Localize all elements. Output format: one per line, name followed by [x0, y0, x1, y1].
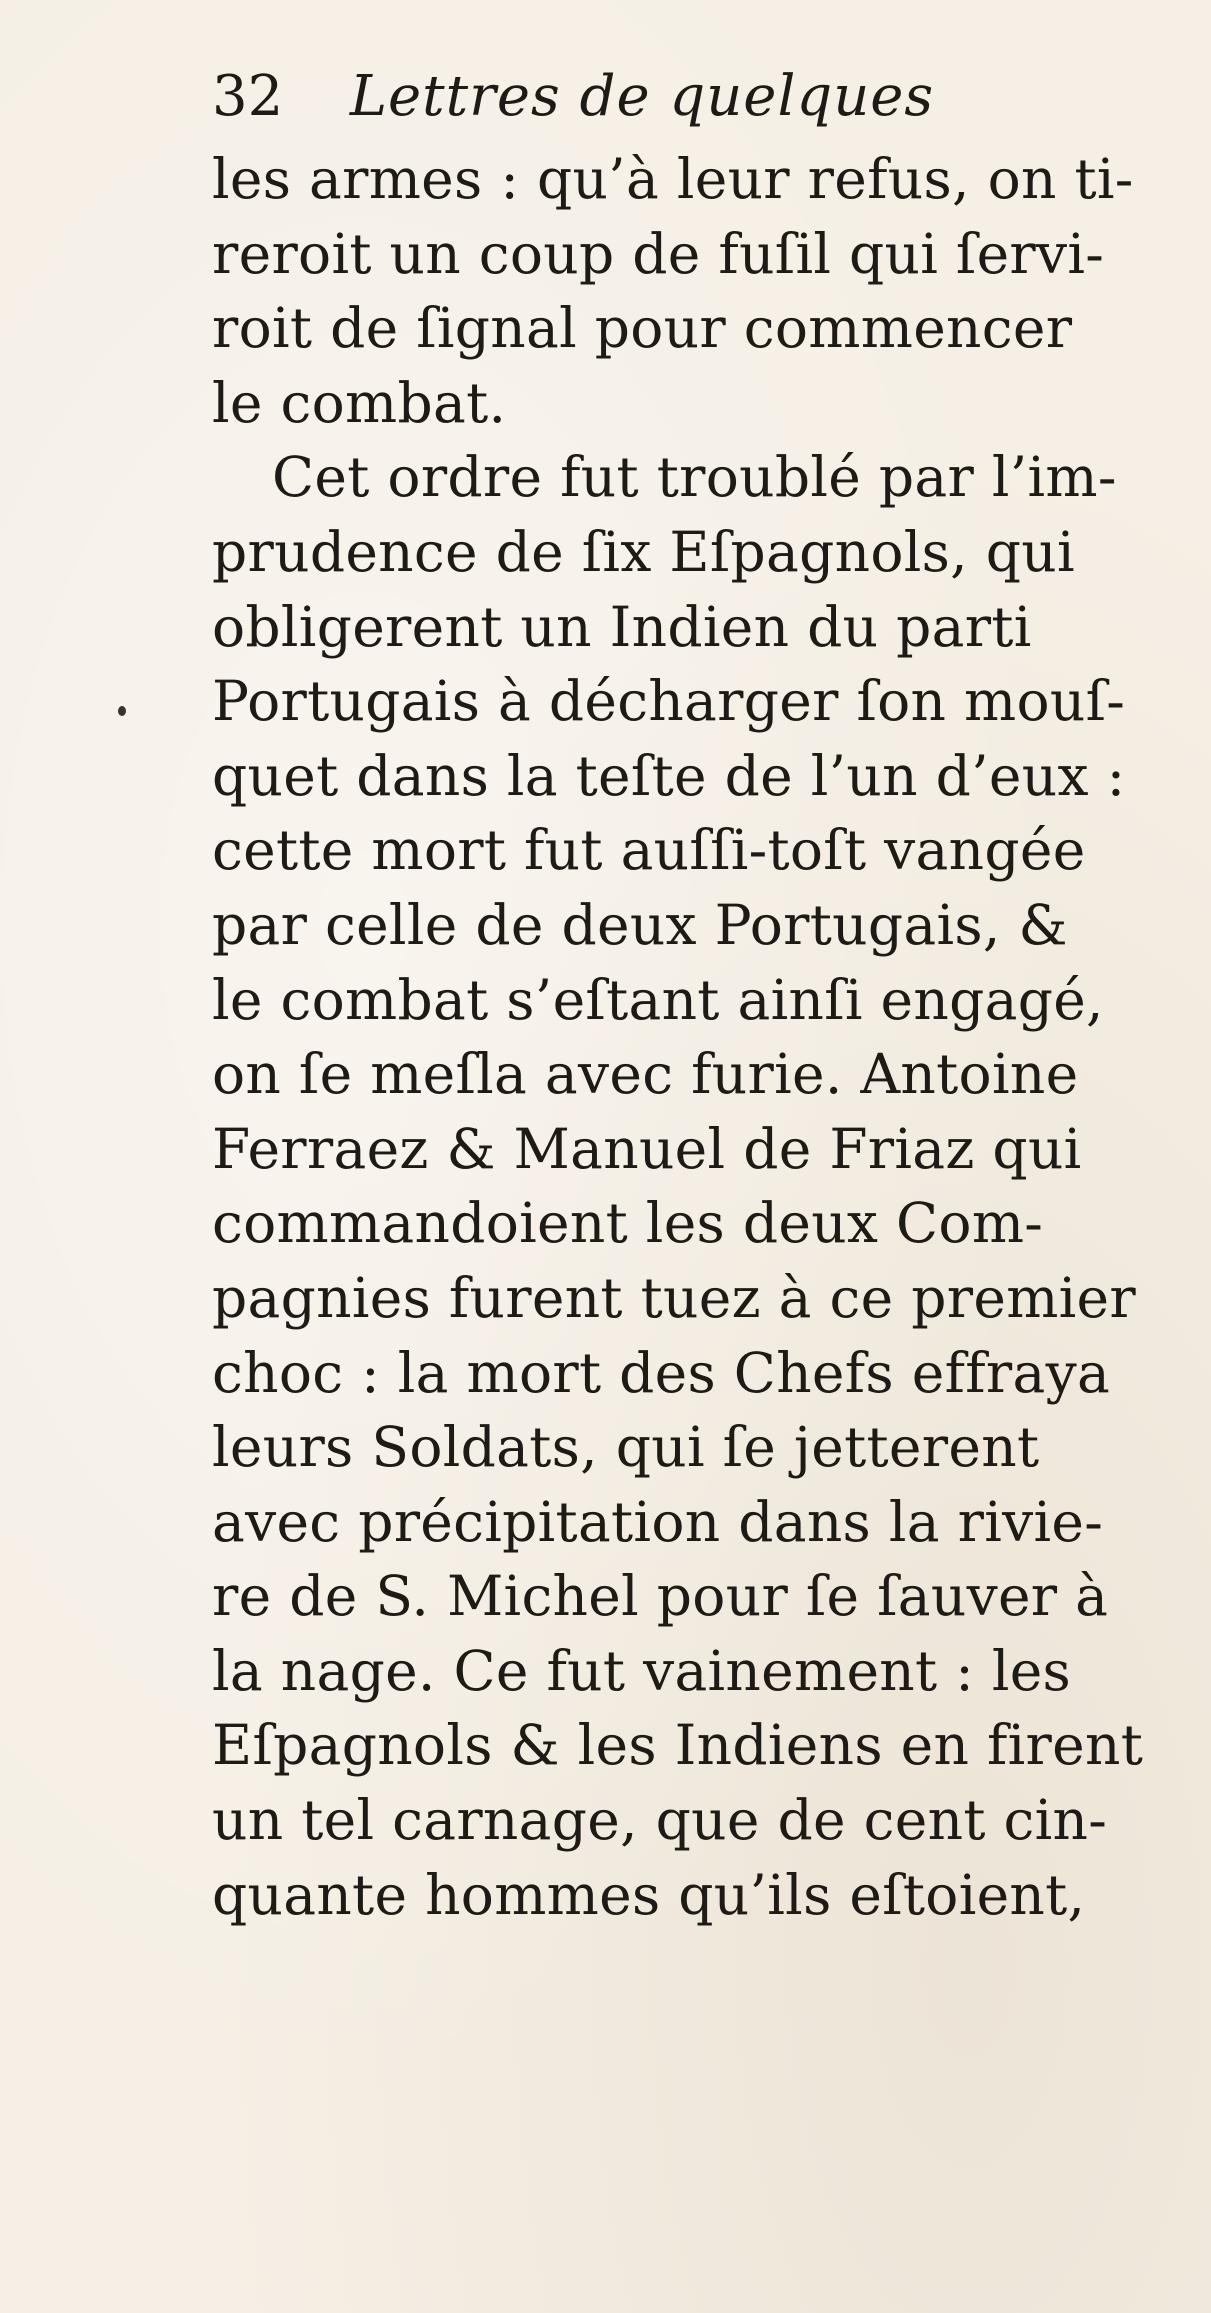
text-line: un tel carnage, que de cent cin-	[212, 1788, 1108, 1853]
body-text	[212, 142, 1162, 1932]
text-line: quet dans la teſte de l’un d’eux :	[212, 743, 1126, 808]
ink-speck	[118, 706, 126, 716]
text-line: reroit un coup de fuſil qui ſervi-	[212, 221, 1105, 286]
text-line: Portugais à décharger ſon mouſ-	[212, 669, 1126, 734]
page-number: 32	[212, 64, 284, 129]
text-line: par celle de deux Portugais, &	[212, 892, 1068, 957]
text-line: le combat.	[212, 370, 507, 435]
text-line: pagnies furent tuez à ce premier	[212, 1265, 1136, 1330]
text-line: les armes : qu’à leur refus, on ti-	[212, 147, 1134, 211]
text-line: avec précipitation dans la rivie-	[212, 1489, 1104, 1554]
page-header	[212, 62, 1012, 132]
text-line: cette mort fut auſſi-toſt vangée	[212, 818, 1086, 883]
text-line: re de S. Michel pour ſe ſauver à	[212, 1564, 1109, 1629]
text-line: obligerent un Indien du parti	[212, 594, 1032, 659]
text-line: leurs Soldats, qui ſe jetterent	[212, 1415, 1040, 1480]
text-line: roit de ſignal pour commencer	[212, 296, 1073, 361]
text-line: le combat s’eſtant ainſi engagé,	[212, 967, 1104, 1032]
running-title: Lettres de quelques	[349, 64, 935, 129]
text-line: Ferraez & Manuel de Friaz qui	[212, 1116, 1082, 1181]
text-line: Eſpagnols & les Indiens en firent	[212, 1713, 1144, 1778]
text-line: commandoient les deux Com-	[212, 1191, 1044, 1256]
text-line: la nage. Ce fut vainement : les	[212, 1638, 1072, 1703]
paragraph-start-line: Cet ordre fut troublé par l’im-	[272, 445, 1117, 510]
text-line: on ſe meſla avec furie. Antoine	[212, 1042, 1079, 1107]
text-line: quante hommes qu’ils eſtoient,	[212, 1862, 1086, 1927]
text-line: choc : la mort des Chefs effraya	[212, 1340, 1111, 1405]
text-line: prudence de ſix Eſpagnols, qui	[212, 519, 1075, 584]
